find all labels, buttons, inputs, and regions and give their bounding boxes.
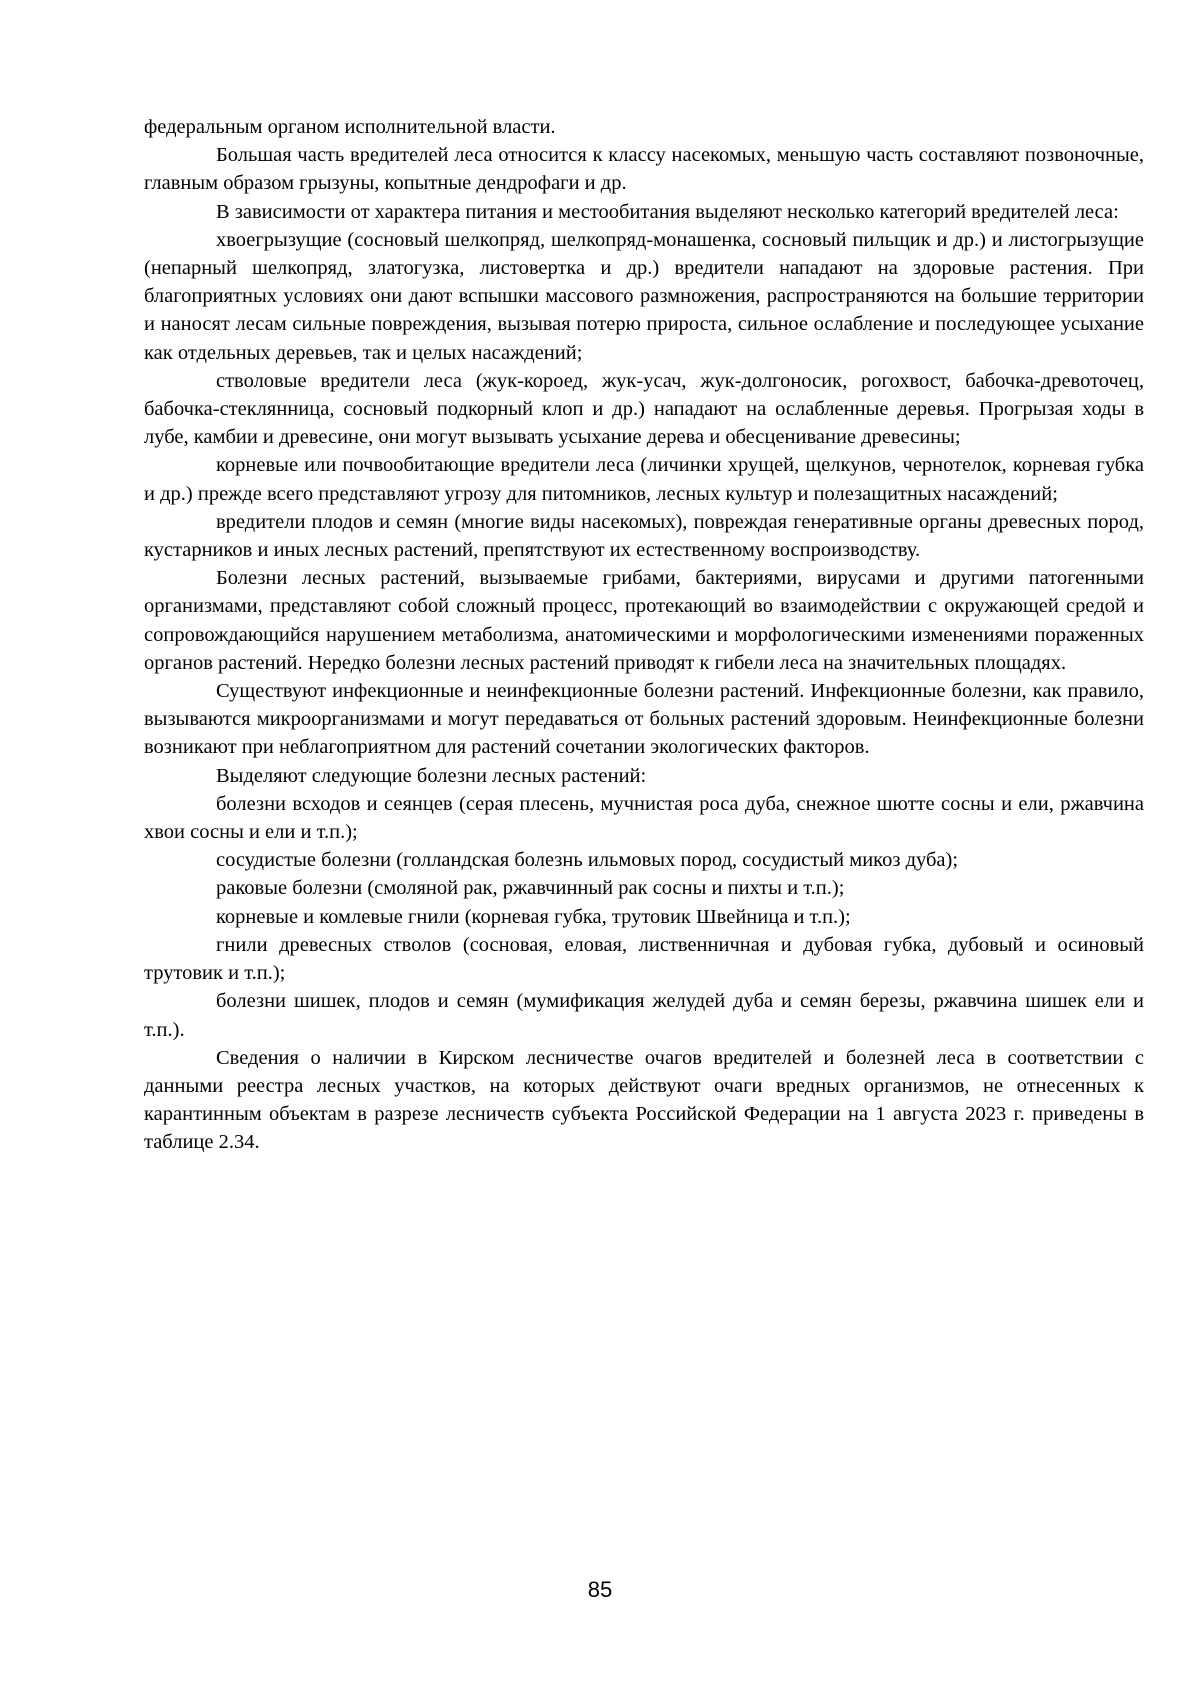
paragraph-stem-pests: стволовые вредители леса (жук-короед, жук-усач, жук-долгоносик, рогохвост, бабочка-древоточец, бабочка-стеклянница, сосновый подкорный клоп и др.) нападают на ослабленные деревья. Прогрызая ходы в лубе, камбии и древесине, они могут вызывать усыхание дерева и обесценивание древесины; bbox=[144, 369, 1144, 449]
paragraph-infectious-diseases: Существуют инфекционные и неинфекционные болезни растений. Инфекционные болезни, как правило, вызываются микроорганизмами и могут передаваться от больных растений здоровым. Неинфекционные болезни возникают при неблагоприятном для растений сочетании экологических факторов. bbox=[144, 680, 1144, 759]
paragraph-root-pests: корневые или почвообитающие вредители леса (личинки хрущей, щелкунов, чернотелок, корневая губка и др.) прежде всего представляют угрозу для питомников, лесных культур и полезащитных насаждений; bbox=[144, 454, 1144, 505]
paragraph-continuation: федеральным органом исполнительной власти. bbox=[144, 116, 556, 138]
paragraph-needle-leaf-eaters: хвоегрызущие (сосновый шелкопряд, шелкопряд-монашенка, сосновый пильщик и др.) и листогрызущие (непарный шелкопряд, златогузка, листовертка и др.) вредители нападают на здоровые растения. При благоприятных условиях они дают вспышки массового размножения, распространяются на большие территории и наносят лесам сильные повреждения, вызывая потерю прироста, сильное ослабление и последующее усыхание как отдельных деревьев, так и целых насаждений; bbox=[144, 228, 1144, 364]
paragraph-pests-classes: Большая часть вредителей леса относится к классу насекомых, меньшую часть составляют позвоночные, главным образом грызуны, копытные дендрофаги и др. bbox=[144, 144, 1144, 195]
paragraph-cone-seed-diseases: болезни шишек, плодов и семян (мумификация желудей дуба и семян березы, ржавчина шишек ели и т.п.). bbox=[144, 990, 1144, 1041]
paragraph-root-rots: корневые и комлевые гнили (корневая губка, трутовик Швейница и т.п.); bbox=[216, 905, 851, 928]
paragraph-stem-rots: гнили древесных стволов (сосновая, еловая, лиственничная и дубовая губка, дубовый и осиновый трутовик и т.п.); bbox=[144, 933, 1144, 985]
paragraph-canker-diseases: раковые болезни (смоляной рак, ржавчинный рак сосны и пихты и т.п.); bbox=[216, 877, 845, 900]
paragraph-seed-pests: вредители плодов и семян (многие виды насекомых), повреждая генеративные органы древесных пород, кустарников и иных лесных растений, препятствуют их естественному воспроизводству. bbox=[144, 510, 1144, 562]
paragraph-vascular-diseases: сосудистые болезни (голландская болезнь ильмовых пород, сосудистый микоз дуба); bbox=[216, 849, 959, 872]
paragraph-diseases-intro: Болезни лесных растений, вызываемые грибами, бактериями, вирусами и другими патогенными организмами, представляют собой сложный процесс, протекающий во взаимодействии с окружающей средой и сопровождающийся нарушением метаболизма, анатомическими и морфологическими изменениями пораженных органов растений. Нередко болезни лесных растений приводят к гибели леса на значительных площадях. bbox=[144, 567, 1144, 674]
paragraph-diseases-list-intro: Выделяют следующие болезни лесных растений: bbox=[216, 764, 647, 787]
paragraph-pests-categories: В зависимости от характера питания и местообитания выделяют несколько категорий вредителей леса: bbox=[216, 200, 1119, 223]
paragraph-seedling-diseases: болезни всходов и сеянцев (серая плесень, мучнистая роса дуба, снежное шютте сосны и ели, ржавчина хвои сосны и ели и т.п.); bbox=[144, 792, 1144, 844]
document-body bbox=[144, 113, 1144, 1157]
paragraph-kirsk-foci-info: Сведения о наличии в Кирском лесничестве очагов вредителей и болезней леса в соответствии с данными реестра лесных участков, на которых действуют очаги вредных организмов, не отнесенных к карантинным объектам в разрезе лесничеств субъекта Российской Федерации на 1 августа 2023 г. приведены в таблице 2.34. bbox=[144, 1046, 1144, 1154]
page-number: 85 bbox=[587, 1577, 613, 1602]
